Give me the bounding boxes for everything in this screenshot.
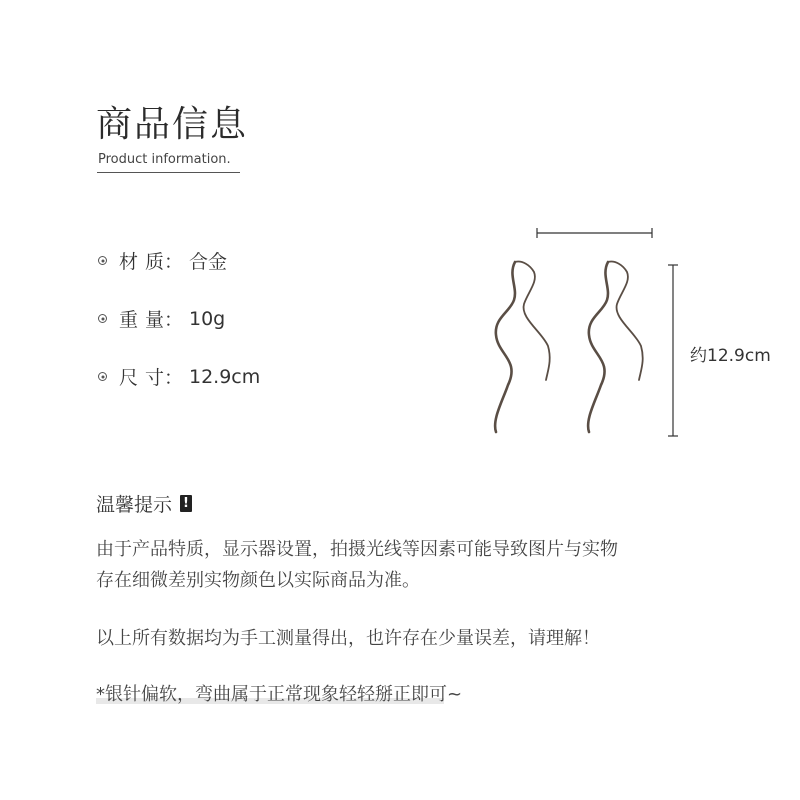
bullet-icon xyxy=(98,314,107,323)
earring-left xyxy=(495,262,550,432)
page-subtitle: Product information. xyxy=(98,152,231,167)
spec-value: 12.9cm xyxy=(189,365,261,388)
bullet-icon xyxy=(98,372,107,381)
earring-illustration xyxy=(480,220,690,450)
spec-label: 尺 寸： xyxy=(119,367,183,389)
notice-line: 以上所有数据均为手工测量得出，也许存在少量误差，请理解！ xyxy=(96,628,600,649)
spec-label: 材 质： xyxy=(119,251,183,273)
subtitle-underline xyxy=(97,172,240,173)
spec-weight xyxy=(98,305,225,332)
notice-title: 温馨提示 ! xyxy=(96,490,192,517)
width-dimension-marker xyxy=(537,228,652,238)
height-dimension-marker xyxy=(668,265,678,436)
spec-value: 合金 xyxy=(189,251,228,273)
spec-value: 10g xyxy=(189,307,226,330)
spec-size xyxy=(98,363,260,390)
dimension-label: 约12.9cm xyxy=(690,346,771,366)
notice-line: 由于产品特质，显示器设置，拍摄光线等因素可能导致图片与实物 xyxy=(96,539,618,560)
notice-line: 存在细微差别实物颜色以实际商品为准。 xyxy=(96,570,420,591)
footnote-line: *银针偏软，弯曲属于正常现象轻轻掰正即可~ xyxy=(96,684,463,705)
spec-label: 重 量： xyxy=(119,309,183,331)
bullet-icon xyxy=(98,256,107,265)
spec-material xyxy=(98,247,227,274)
page-title: 商品信息 xyxy=(96,104,249,145)
earring-right xyxy=(588,262,643,432)
exclamation-icon: ! xyxy=(180,495,192,512)
